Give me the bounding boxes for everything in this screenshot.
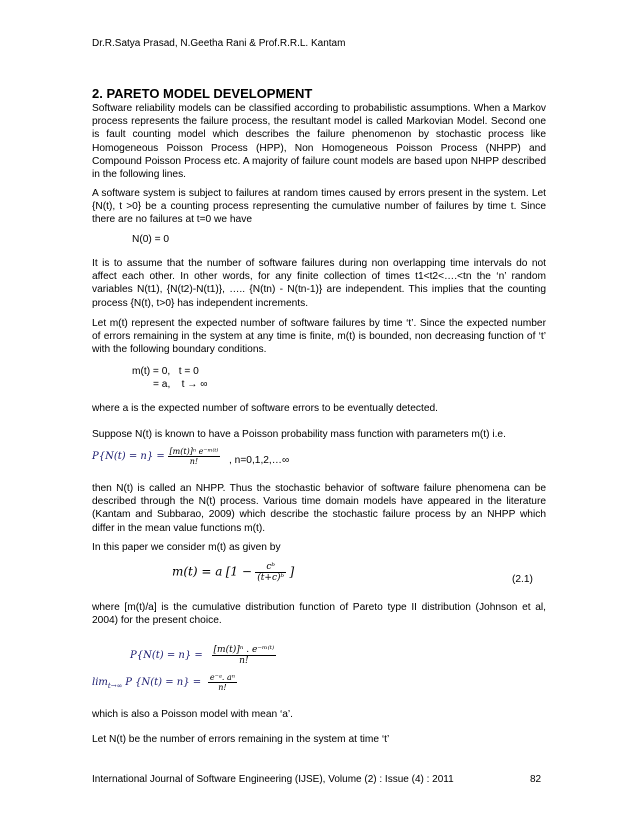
pmf2-denominator: n!	[239, 656, 249, 666]
paragraph-11: Let N(t) be the number of errors remaining in the system at time ‘t’	[92, 734, 390, 745]
mt-bracket-open: [1 −	[225, 564, 252, 579]
mt-lhs: m(t) = a	[172, 564, 223, 579]
paragraph-3: It is to assume that the number of software failures during non overlapping time intervals do not affect each other. In other words, for any finite collection of times t1<t2<….<tn the ‘n’ random variables N(t1), {N(t2)-N(t1)}, ….. {N(tn) - N(tn-1)} are independent. This implies that the counting process {N(t), t>0} has independent increments.	[92, 258, 546, 309]
mt-fraction	[255, 562, 286, 583]
paragraph-10: which is also a Poisson model with mean ‘a’.	[92, 709, 294, 720]
equation-limit	[92, 673, 237, 692]
limit-fraction	[208, 673, 237, 692]
mt-numerator: cᵇ	[255, 562, 286, 573]
pmf-lhs: P{N(t) = n} =	[92, 451, 165, 463]
mt-denominator: (t+c)ᵇ	[257, 573, 285, 583]
pmf-numerator: [m(t)]ⁿ e⁻ᵐ⁽ᵗ⁾	[169, 447, 219, 456]
section-title: 2. PARETO MODEL DEVELOPMENT	[92, 86, 313, 101]
limit-denominator: n!	[218, 683, 227, 692]
equation-mt	[172, 562, 294, 583]
limit-label: lim	[92, 677, 108, 689]
equation-range: , n=0,1,2,…∞	[229, 455, 290, 466]
limit-subscript: t→∞	[107, 682, 123, 691]
equation-n0: N(0) = 0	[132, 234, 170, 245]
mt-bracket-close: ]	[289, 564, 295, 579]
limit-numerator: e⁻ᵃ. aⁿ	[209, 673, 235, 682]
running-head: Dr.R.Satya Prasad, N.Geetha Rani & Prof.R.R.L. Kantam	[92, 38, 346, 49]
paragraph-2: A software system is subject to failures at random times caused by errors present in the system. Let {N(t), t >0} be a counting process representing the cumulative number of failures by time t. Since there are no failures at t=0 we have	[92, 188, 546, 226]
equation-pmf	[92, 447, 220, 466]
footer-journal: International Journal of Software Engineering (IJSE), Volume (2) : Issue (4) : 2011	[92, 774, 454, 785]
pmf2-fraction	[212, 645, 277, 666]
pmf2-lhs: P{N(t) = n} =	[130, 650, 203, 662]
pmf2-numerator: [m(t)]ⁿ . e⁻ᵐ⁽ᵗ⁾	[213, 645, 275, 655]
paragraph-7: then N(t) is called an NHPP. Thus the stochastic behavior of software failure phenomena can be described through the N(t) process. Various time domain models have appeared in the literature (Kantam and Subbarao, 2009) which describe the stochastic failure process by an NHPP which differ in the mean value functions m(t).	[92, 483, 546, 534]
pmf-fraction	[168, 447, 221, 466]
paragraph-4: Let m(t) represent the expected number of software failures by time ‘t’. Since the expected number of errors remaining in the system at any time is finite, m(t) is bounded, non decreasing function of ‘t’ with the following boundary conditions.	[92, 318, 546, 356]
paragraph-8: In this paper we consider m(t) as given by	[92, 542, 281, 553]
page-number: 82	[530, 774, 542, 785]
limit-middle: P {N(t) = n} =	[125, 677, 202, 689]
paragraph-6: Suppose N(t) is known to have a Poisson probability mass function with parameters m(t) i.e.	[92, 429, 506, 440]
boundary-condition-2: = a, t → ∞	[153, 379, 208, 390]
paragraph-9: where [m(t)/a] is the cumulative distribution function of Pareto type II distribution (Johnson et al, 2004) for the present choice.	[92, 602, 546, 627]
paragraph-5: where a is the expected number of software errors to be eventually detected.	[92, 403, 439, 414]
paragraph-1: Software reliability models can be classified according to probabilistic assumptions. When a Markov process represents the failure process, the resultant model is called Markovian Model. Second one is fault counting model which describes the failure phenomenon by stochastic process like Homogeneous Poisson Process (HPP), Non Homogeneous Poisson Process (NHPP) and Compound Poisson Process etc. A majority of failure count models are based upon NHPP described in the following lines.	[92, 103, 546, 181]
pmf-denominator: n!	[189, 457, 199, 466]
equation-pmf-2	[130, 645, 276, 666]
equation-number: (2.1)	[512, 574, 533, 585]
boundary-condition-1: m(t) = 0, t = 0	[132, 366, 199, 377]
